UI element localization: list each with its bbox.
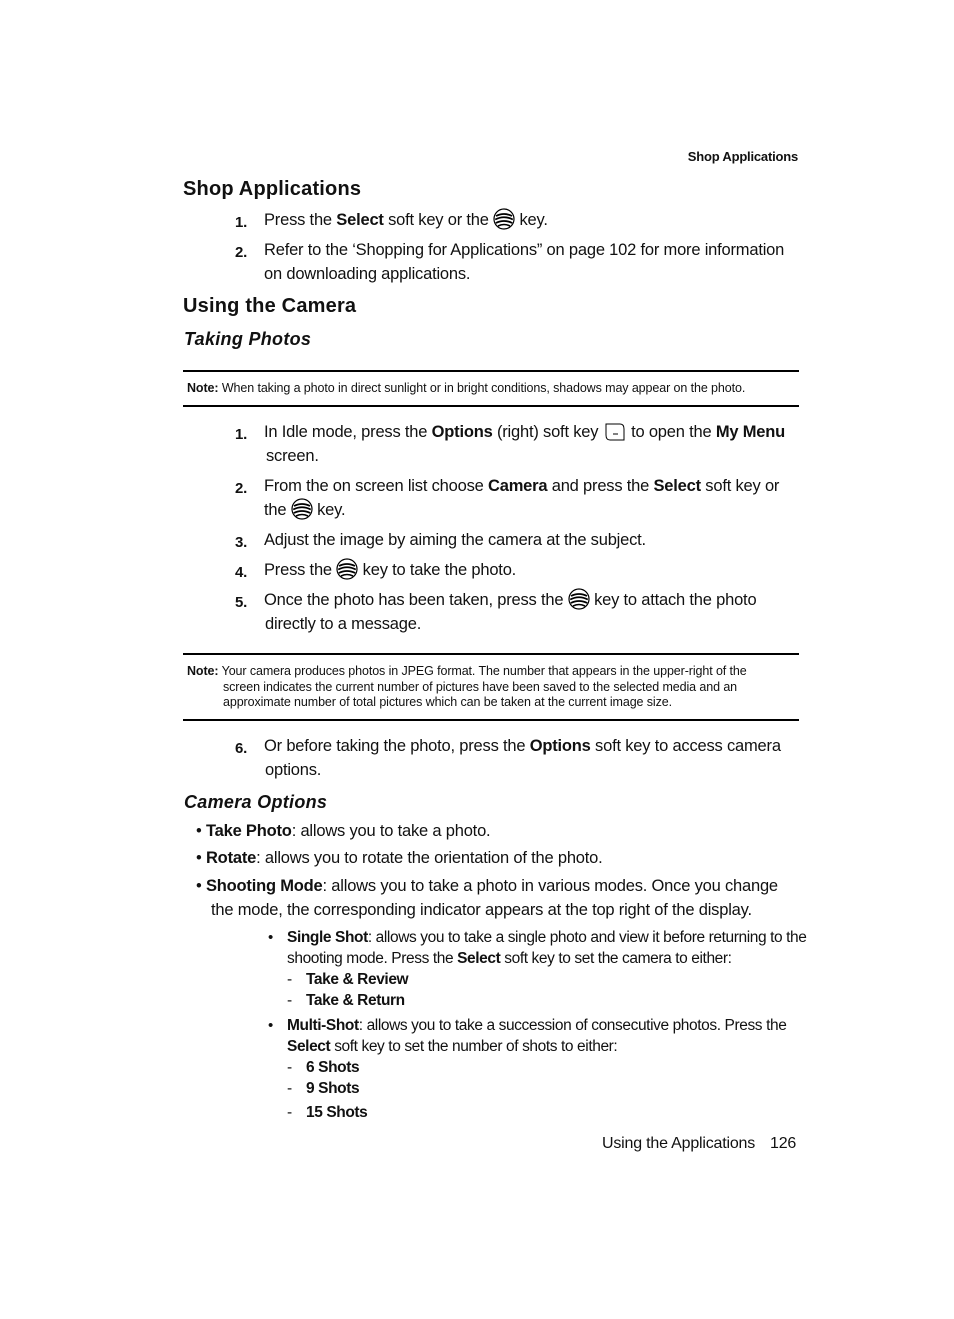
camera-step-1: In Idle mode, press the Options (right) soft key to open the My Menu screen.	[264, 423, 786, 465]
choice-9-shots: 9 Shots	[306, 1080, 360, 1097]
note-sunlight: Note: When taking a photo in direct sunlight or in bright conditions, shadows may appear on the photo.	[187, 381, 746, 395]
page-number: 126	[770, 1135, 797, 1152]
bullet-dot: •	[268, 929, 273, 946]
choice-take-review: Take & Review	[306, 971, 409, 988]
camera-step-3: Adjust the image by aiming the camera at the subject.	[264, 531, 646, 549]
option-shooting-mode: • Shooting Mode: allows you to take a photo in various modes. Once you change the mode, the corresponding indicator appears at the top right of the display.	[196, 877, 778, 919]
page-footer	[602, 1135, 796, 1153]
camera-step-4: Press the key to take the photo.	[264, 558, 799, 582]
att-globe-key-icon	[493, 208, 515, 230]
step-number: 4.	[235, 564, 248, 581]
note-jpeg: Note: Your camera produces photos in JPEG format. The number that appears in the upper-right of the screen indicates the current number of pictures have been saved to the selected media and an approximate number of total pictures which can be taken at the current image size.	[187, 664, 747, 709]
mode-multi-shot: Multi-Shot: allows you to take a succession of consecutive photos. Press the Select soft key to set the number of shots to either:	[287, 1017, 787, 1055]
step-number: 5.	[235, 594, 248, 611]
step-number: 1.	[235, 426, 248, 443]
step-number: 6.	[235, 740, 248, 757]
shop-step-1: Press the Select soft key or the key.	[264, 208, 799, 232]
choice-6-shots: 6 Shots	[306, 1059, 360, 1076]
step-number: 2.	[235, 244, 248, 261]
option-take-photo: • Take Photo: allows you to take a photo.	[196, 822, 491, 840]
choice-15-shots: 15 Shots	[306, 1104, 368, 1121]
note-rule-top	[183, 370, 799, 372]
step-number: 1.	[235, 214, 248, 231]
att-globe-key-icon	[336, 558, 358, 580]
note-rule-bottom	[183, 405, 799, 407]
note-rule-top	[183, 653, 799, 655]
footer-section: Using the Applications	[602, 1135, 756, 1152]
att-globe-key-icon	[291, 498, 313, 520]
running-header: Shop Applications	[687, 149, 798, 164]
choice-take-return: Take & Return	[306, 992, 405, 1009]
section-title-camera: Using the Camera	[183, 295, 357, 317]
option-rotate: • Rotate: allows you to rotate the orientation of the photo.	[196, 849, 603, 867]
mode-single-shot: Single Shot: allows you to take a single photo and view it before returning to the shooting mode. Press the Select soft key to set the camera to either:	[287, 929, 807, 967]
camera-step-2: From the on screen list choose Camera and press the Select soft key or the key.	[264, 477, 780, 519]
section-title-shop: Shop Applications	[183, 178, 362, 200]
right-soft-key-icon	[603, 421, 627, 443]
att-globe-key-icon	[568, 588, 590, 610]
camera-step-5: Once the photo has been taken, press the key to attach the photo directly to a message.	[264, 588, 824, 636]
note-rule-bottom	[183, 719, 799, 721]
shop-step-2: Refer to the ‘Shopping for Applications” on page 102 for more information on downloading applications.	[264, 241, 785, 283]
subsection-title-taking-photos: Taking Photos	[184, 329, 312, 349]
step-number: 2.	[235, 480, 248, 497]
step-number: 3.	[235, 534, 248, 551]
bullet-dot: •	[268, 1017, 273, 1034]
camera-step-6: Or before taking the photo, press the Options soft key to access camera options.	[264, 737, 781, 779]
subsection-title-camera-options: Camera Options	[184, 792, 328, 812]
